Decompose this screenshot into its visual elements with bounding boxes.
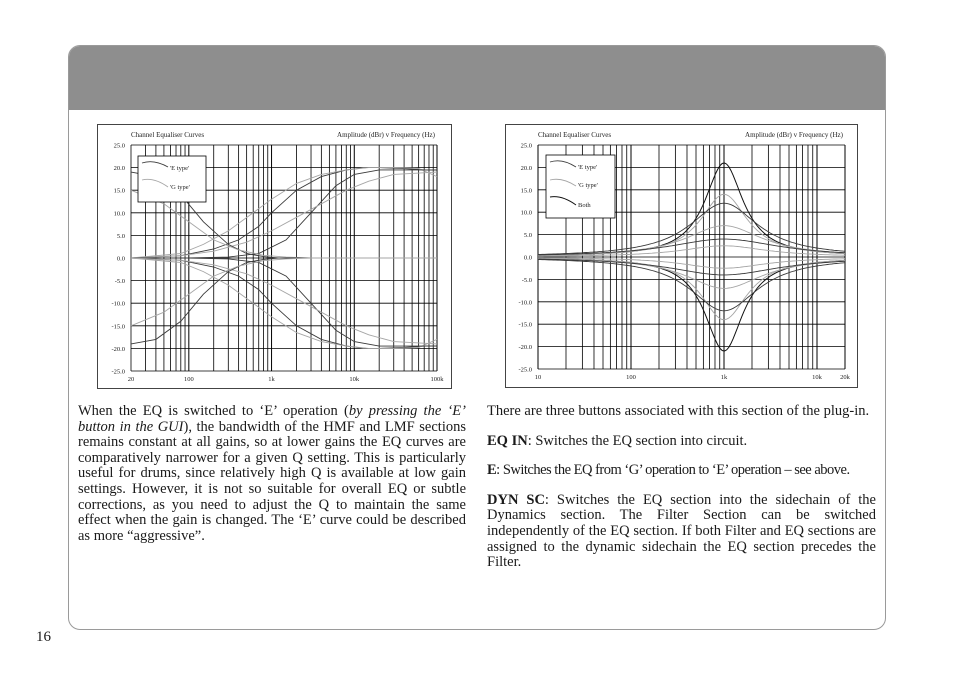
dyn-sc-paragraph: DYN SC: Switches the EQ section into the sidechain of the Dynamics section. The Filter Section can be switched independently of the EQ section. If both Filter and EQ sections are assigned to the dynamic sidechain the EQ section precedes the Filter.: [487, 491, 876, 571]
y-tick-label: -25.0: [518, 366, 532, 374]
x-tick-label: 20: [127, 376, 135, 383]
legend-g-type: 'G type': [170, 184, 190, 191]
eq-curve-e: [131, 258, 437, 344]
y-tick-label: -20.0: [111, 345, 125, 353]
eq-in-paragraph: EQ IN: Switches the EQ section into circuit.: [487, 432, 748, 449]
legend-e-type: 'E type': [170, 165, 190, 172]
chart-title: Channel Equaliser Curves: [131, 131, 205, 139]
header-band: [69, 46, 885, 110]
eq-bell-both: [538, 259, 845, 352]
x-tick-label: 1k: [268, 376, 275, 383]
legend-both: Both: [578, 202, 591, 209]
eq-curve-g: [131, 258, 437, 344]
y-tick-label: 20.0: [520, 164, 532, 172]
page-number: 16: [36, 629, 51, 645]
y-tick-label: 5.0: [523, 232, 532, 240]
chart-title: Channel Equaliser Curves: [538, 131, 612, 139]
right-text-column: [487, 404, 876, 585]
chart-legend: [546, 155, 615, 218]
y-tick-label: 20.0: [113, 165, 125, 173]
left-text-column: [78, 404, 466, 558]
x-tick-label: 100: [626, 374, 636, 381]
chart-legend: [138, 156, 206, 202]
y-tick-label: 15.0: [520, 187, 532, 195]
eq-chart-bell: [505, 124, 858, 388]
x-tick-label: 10: [534, 374, 542, 381]
y-tick-label: -5.0: [114, 278, 125, 286]
legend-g-type: 'G type': [578, 182, 598, 189]
y-tick-label: 0.0: [523, 254, 532, 262]
y-tick-label: -15.0: [111, 323, 125, 331]
y-tick-label: 10.0: [520, 209, 532, 217]
y-tick-label: 10.0: [113, 210, 125, 218]
x-tick-label: 1k: [720, 374, 728, 381]
y-tick-label: 5.0: [116, 232, 125, 240]
x-tick-label: 10k: [812, 374, 822, 381]
y-tick-label: -15.0: [518, 321, 532, 329]
eq-curve-e: [131, 258, 437, 346]
intro-paragraph: There are three buttons associated with this section of the plug-in.: [487, 403, 870, 419]
y-tick-label: 0.0: [116, 255, 125, 263]
y-tick-label: -25.0: [111, 368, 125, 376]
x-tick-label: 10k: [349, 376, 360, 383]
eq-chart-e-g-shelving: [97, 124, 452, 389]
e-button-paragraph: E: Switches the EQ from ‘G’ operation to ‘E’ operation – see above.: [487, 462, 850, 479]
legend-e-type: 'E type': [578, 164, 598, 171]
x-tick-label: 100k: [430, 376, 444, 383]
chart-subtitle: Amplitude (dBr) v Frequency (Hz): [745, 131, 843, 139]
eq-bell-e: [538, 260, 845, 311]
y-tick-label: -10.0: [111, 300, 125, 308]
y-tick-label: 25.0: [113, 142, 125, 150]
x-tick-label: 20k: [840, 374, 850, 381]
y-tick-label: -10.0: [518, 299, 532, 307]
eq-e-mode-paragraph: When the EQ is switched to ‘E’ operation (by pressing the ‘E’ button in the GUI), the bandwidth of the HMF and LMF sections remains constant at all gains, so at lower gains the EQ curves are comparatively narrower for a given Q setting. This is particularly useful for drums, since relatively high Q is available at low gain settings. However, it is not so suitable for overall EQ or subtle corrections, as you need to adjust the Q to maintain the same effect when the gain is changed. The ‘E’ curve could be described as more “aggressive”.: [78, 403, 466, 544]
y-tick-label: 25.0: [520, 142, 532, 150]
x-tick-label: 100: [183, 376, 194, 383]
y-tick-label: -20.0: [518, 344, 532, 352]
y-tick-label: -5.0: [521, 276, 532, 284]
chart-subtitle: Amplitude (dBr) v Frequency (Hz): [337, 131, 435, 139]
y-tick-label: 15.0: [113, 187, 125, 195]
